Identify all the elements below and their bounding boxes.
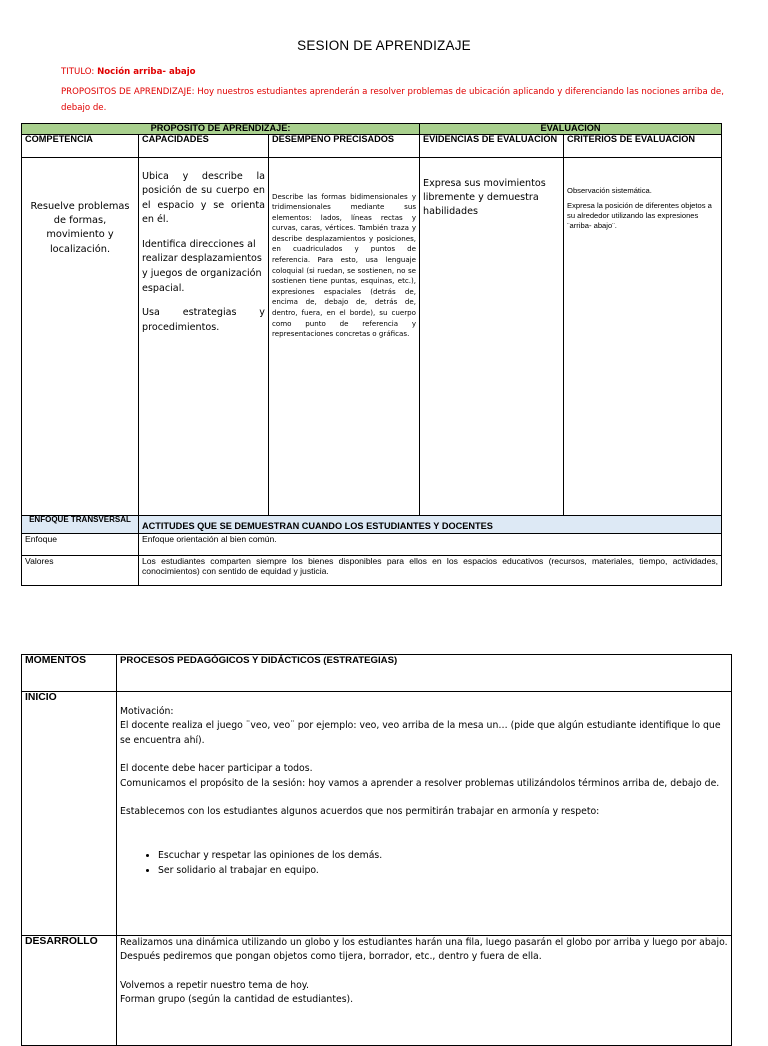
desarrollo-paragraph-1: Realizamos una dinámica utilizando un globo y los estudiantes harán una fila, luego pasarán el globo por arriba y luego por abajo.: [120, 937, 728, 948]
inicio-label: INICIO: [22, 692, 117, 936]
desarrollo-row: [22, 936, 732, 1046]
proposito-header: PROPOSITO DE APRENDIZAJE:: [22, 124, 420, 135]
propositos-text: [61, 85, 731, 116]
col-desempeno: DESEMPENO PRECISADOS: [269, 134, 420, 157]
enfoque-value: Enfoque orientación al bien común.: [139, 533, 722, 555]
titulo-line: [61, 65, 196, 81]
enfoque-header-row: [22, 515, 722, 533]
moments-table: [21, 654, 732, 1046]
col-procesos: PROCESOS PEDAGÓGICOS Y DIDÁCTICOS (ESTRATEGIAS): [117, 655, 732, 692]
desarrollo-paragraph-4: Forman grupo (según la cantidad de estudiantes).: [120, 994, 354, 1006]
col-evidencias: EVIDENCIAS DE EVALUACIÓN: [420, 134, 564, 157]
propositos-line-1: PROPOSITOS DE APRENDIZAJE: Hoy nuestros estudiantes aprenderán a resolver problemas de ubicación aplicando y diferenciando las nociones arriba de,: [61, 87, 724, 97]
criterio-2: Expresa la posición de diferentes objetos a su alrededor utilizando las expresiones ¨arriba- abajo¨.: [567, 201, 712, 230]
desarrollo-paragraph-3: Volvemos a repetir nuestro tema de hoy.: [120, 979, 309, 991]
acuerdos-list: [120, 849, 728, 878]
col-competencia: COMPETENCIA: [22, 134, 139, 157]
criterio-1: Observación sistemática.: [567, 185, 652, 195]
propositos-line-2: debajo de.: [61, 102, 107, 113]
valores-row: [22, 555, 722, 585]
moments-header-row: [22, 655, 732, 692]
acuerdo-item-1: • Escuchar y respetar las opiniones de los demás.: [158, 849, 728, 863]
criterios-cell: [564, 157, 722, 515]
capacidades-cell: [139, 157, 269, 515]
col-capacidades: CAPACIDADES: [139, 134, 269, 157]
enfoque-label: Enfoque: [22, 533, 139, 555]
evidencias-cell: Expresa sus movimientos libremente y demuestra habilidades: [420, 157, 564, 515]
enfoque-row: [22, 533, 722, 555]
inicio-row: [22, 692, 732, 936]
titulo-label: TITULO:: [61, 67, 95, 77]
plan-column-header-row: [22, 134, 722, 157]
desarrollo-label: DESARROLLO: [22, 936, 117, 1046]
learning-plan-table: [21, 123, 722, 586]
plan-group-header-row: [22, 124, 722, 135]
inicio-paragraph-3: Establecemos con los estudiantes algunos acuerdos que nos permitirán trabajar en armonía y respeto:: [120, 806, 600, 818]
desarrollo-paragraph-2: Después pediremos que pongan objetos como tijera, borrador, etc., dentro y fuera de ella.: [120, 951, 542, 963]
titulo-value: Noción arriba- abajo: [97, 67, 196, 77]
plan-content-row: [22, 157, 722, 515]
enfoque-header: ENFOQUE TRANSVERSAL: [22, 515, 139, 533]
capacidad-1: Ubica y describe la posición de su cuerpo en el espacio y se orienta en él.: [142, 170, 265, 226]
inicio-content: [117, 692, 732, 936]
capacidad-3: Usa estrategias y procedimientos.: [142, 307, 265, 333]
page-title: SESION DE APRENDIZAJE: [297, 38, 471, 53]
desarrollo-content: [117, 936, 732, 1046]
col-momentos: MOMENTOS: [22, 655, 117, 692]
inicio-paragraph-1: El docente realiza el juego ¨veo, veo¨ por ejemplo: veo, veo arriba de la mesa un… (pide que algún estudiante identifique lo que se encuentra ahí).: [120, 720, 721, 746]
inicio-paragraph-2a: El docente debe hacer participar a todos.: [120, 763, 313, 775]
col-criterios: CRITERIOS DE EVALUACION: [564, 134, 722, 157]
evaluacion-header: EVALUACION: [420, 124, 722, 135]
capacidad-2: Identifica direcciones al realizar desplazamientos y juegos de organización espacial.: [142, 238, 262, 294]
capacidad-3a: [142, 306, 265, 335]
acuerdo-item-2: • Ser solidario al trabajar en equipo.: [158, 864, 728, 878]
actitudes-header: ACTITUDES QUE SE DEMUESTRAN CUANDO LOS ESTUDIANTES Y DOCENTES: [139, 515, 722, 533]
inicio-paragraph-2b: Comunicamos el propósito de la sesión: hoy vamos a aprender a resolver problemas utilizándolos términos arriba de, debajo de.: [120, 777, 720, 789]
inicio-motivacion: Motivación:: [120, 706, 174, 717]
competencia-cell: Resuelve problemas de formas, movimiento y localización.: [22, 157, 139, 515]
desempeno-cell: Describe las formas bidimensionales y tridimensionales mediante sus elementos: lados, líneas rectas y curvas, caras, vértices. También traza y describe desplazamientos y posiciones, en cuadriculados y puntos de referencia. Para esto, usa lenguaje coloquial (si ruedan, se sostienen, no se sostienen tiene puntas, esquinas, etc.), expresiones espaciales (detrás de, encima de, debajo de, detrás de, dentro, fuera, en el borde), su cuerpo como punto de referencia y representaciones concretas o gráficas.: [269, 157, 420, 515]
valores-label: Valores: [22, 555, 139, 585]
valores-value: Los estudiantes comparten siempre los bienes disponibles para ellos en los espacios educativos (recursos, materiales, tiempo, actividades, conocimientos) con sentido de equidad y justicia.: [139, 555, 722, 585]
